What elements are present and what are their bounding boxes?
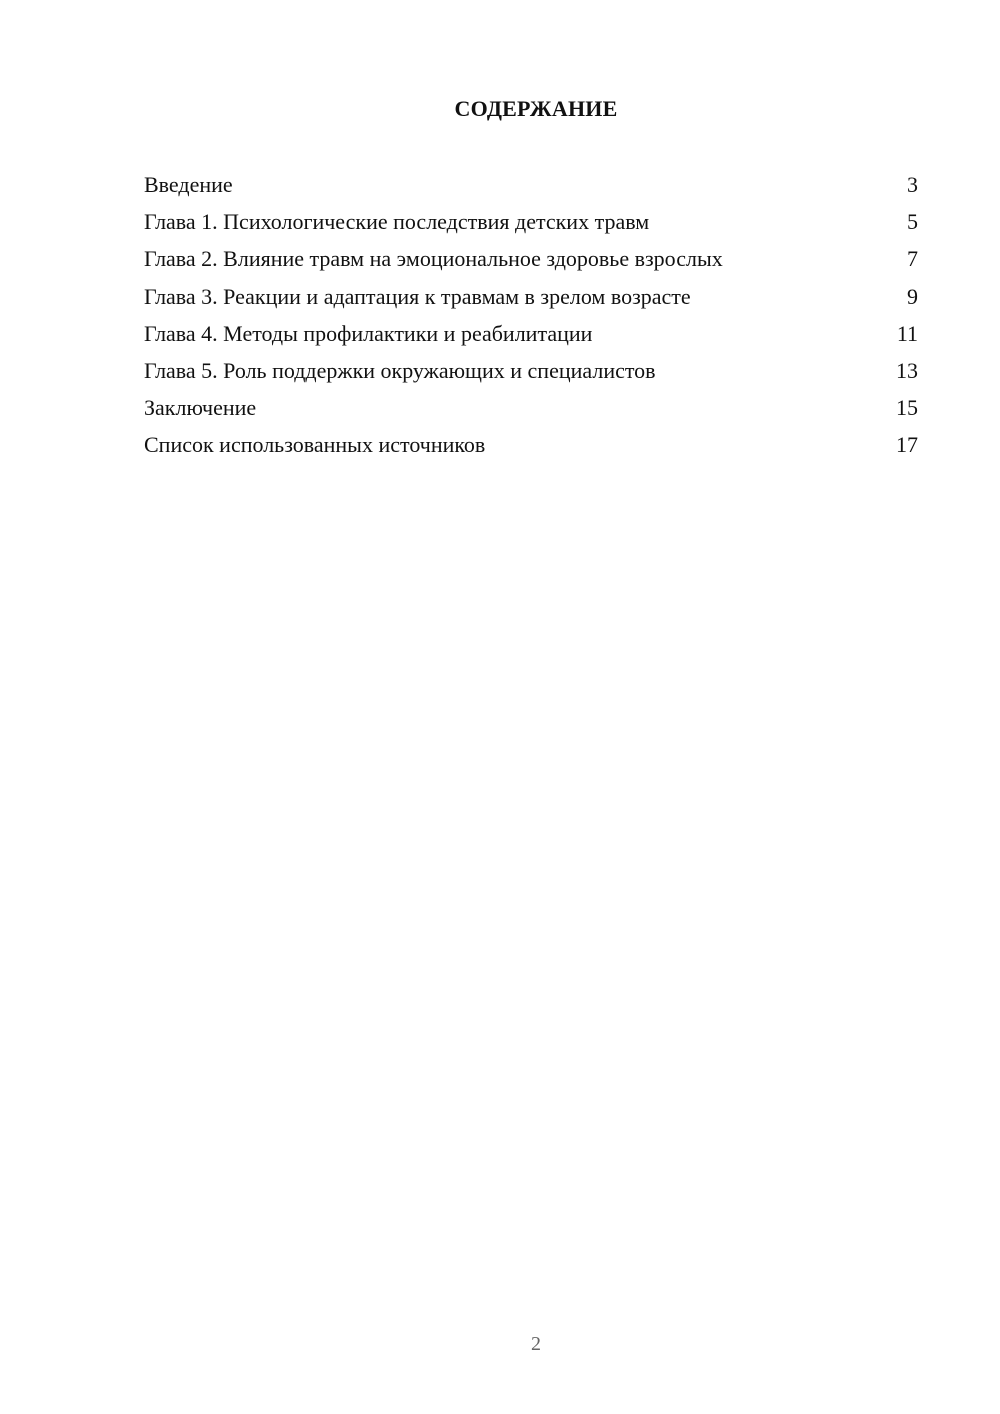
- toc-entry-chapter-5[interactable]: [144, 356, 918, 393]
- toc-entry-page: 13: [896, 357, 918, 383]
- toc-entry-introduction[interactable]: [144, 170, 918, 207]
- toc-entry-page: 3: [907, 172, 918, 197]
- toc-entry-chapter-2[interactable]: [144, 244, 918, 281]
- toc-entry-conclusion[interactable]: [144, 393, 918, 430]
- toc-entry-label: Глава 3. Реакции и адаптация к травмам в зрелом возрасте: [144, 283, 691, 309]
- toc-title: СОДЕРЖАНИЕ: [454, 96, 618, 121]
- toc-entry-label: Глава 1. Психологические последствия детских травм: [144, 209, 650, 235]
- toc-entry-page: 9: [907, 283, 918, 309]
- table-of-contents: [144, 170, 918, 468]
- toc-entry-page: 5: [907, 209, 918, 235]
- toc-entry-page: 15: [896, 395, 918, 421]
- toc-entry-chapter-3[interactable]: [144, 282, 918, 319]
- toc-entry-chapter-4[interactable]: [144, 319, 918, 356]
- toc-entry-label: Глава 5. Роль поддержки окружающих и специалистов: [144, 357, 656, 383]
- toc-entry-label: Глава 2. Влияние травм на эмоциональное здоровье взрослых: [144, 246, 723, 272]
- toc-entry-label: Глава 4. Методы профилактики и реабилитации: [144, 320, 593, 346]
- toc-entry-label: Список использованных источников: [144, 432, 486, 458]
- page-number: 2: [531, 1333, 541, 1355]
- toc-entry-page: 7: [907, 246, 918, 272]
- toc-entry-references[interactable]: [144, 430, 918, 467]
- toc-entry-page: 17: [896, 432, 918, 458]
- toc-entry-page: 11: [896, 320, 918, 346]
- toc-entry-label: Введение: [144, 172, 233, 197]
- toc-entry-label: Заключение: [144, 395, 257, 421]
- toc-entry-chapter-1[interactable]: [144, 207, 918, 244]
